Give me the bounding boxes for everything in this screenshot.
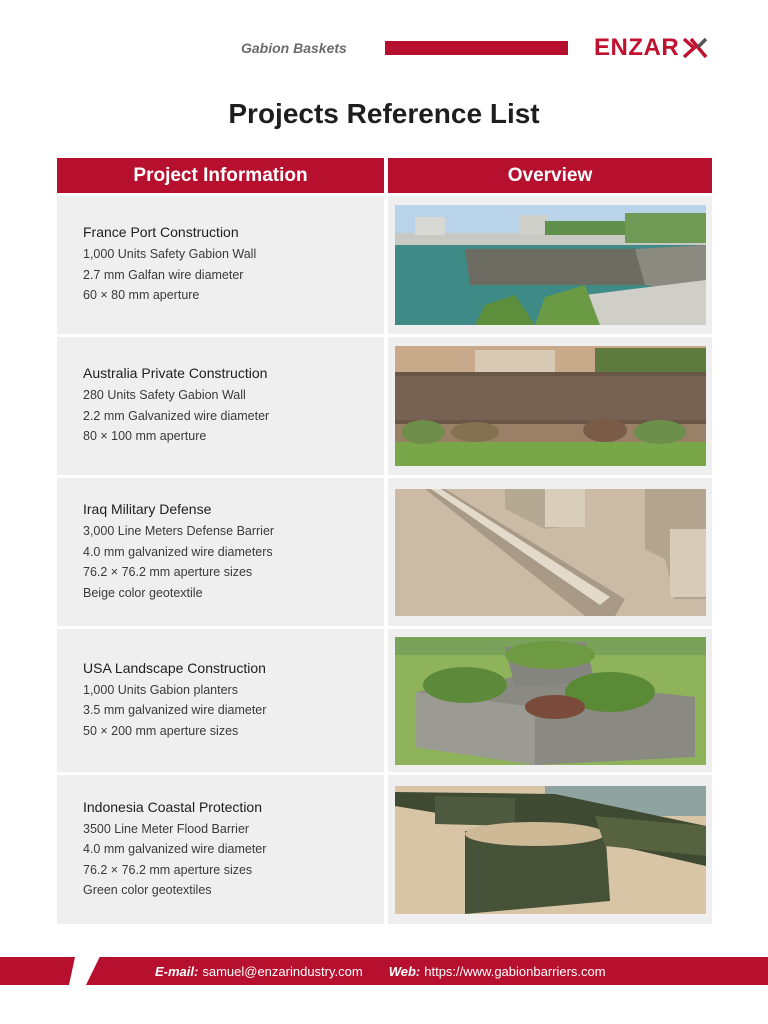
project-detail: 1,000 Units Gabion planters <box>83 682 238 697</box>
project-info-cell <box>57 196 384 334</box>
footer-bar <box>0 955 768 987</box>
footer-contact <box>0 955 768 987</box>
project-detail: 3500 Line Meter Flood Barrier <box>83 821 250 836</box>
port-gabion-wall-photo <box>395 205 706 325</box>
gabion-planter-photo <box>395 637 706 765</box>
overview-cell <box>388 337 712 475</box>
projects-table <box>57 158 712 924</box>
project-info-cell <box>57 775 384 924</box>
project-detail: Beige color geotextile <box>83 585 203 600</box>
logo-text: ENZAR <box>594 34 680 61</box>
email-link[interactable]: samuel@enzarindustry.com <box>202 963 363 979</box>
project-detail: 3,000 Line Meters Defense Barrier <box>83 524 275 538</box>
project-detail: 76.2 × 76.2 mm aperture sizes <box>83 862 253 877</box>
project-detail: 3.5 mm galvanized wire diameter <box>83 703 267 718</box>
defense-barrier-photo <box>395 489 706 616</box>
project-detail: 60 × 80 mm aperture <box>83 288 200 303</box>
project-info-cell <box>57 629 384 772</box>
web-label: Web: <box>388 963 421 979</box>
overview-cell <box>388 196 712 334</box>
project-title: Australia Private Construction <box>83 365 268 382</box>
header-accent-bar <box>385 41 568 55</box>
project-detail: 80 × 100 mm aperture <box>83 429 207 444</box>
project-detail: 4.0 mm galvanized wire diameters <box>83 544 273 559</box>
overview-cell <box>388 478 712 626</box>
table-row <box>57 478 712 626</box>
company-logo <box>594 34 709 62</box>
project-detail: 2.7 mm Galfan wire diameter <box>83 267 244 282</box>
project-detail: 2.2 mm Galvanized wire diameter <box>83 408 270 423</box>
project-title: Iraq Military Defense <box>83 501 212 517</box>
table-header <box>57 158 712 193</box>
project-detail: 280 Units Safety Gabion Wall <box>83 388 246 403</box>
logo-x-icon <box>681 36 709 60</box>
project-detail: 4.0 mm galvanized wire diameter <box>83 842 267 856</box>
table-row <box>57 337 712 475</box>
project-detail: 50 × 200 mm aperture sizes <box>83 723 239 738</box>
header-overview: Overview <box>388 158 712 193</box>
header-tag: Gabion Baskets <box>241 40 347 56</box>
header-project-information: Project Information <box>57 158 384 193</box>
table-row <box>57 629 712 772</box>
project-title: France Port Construction <box>83 224 239 241</box>
project-info-cell <box>57 337 384 475</box>
project-detail: Green color geotextiles <box>83 883 212 897</box>
page-title: Projects Reference List <box>228 98 540 129</box>
garden-gabion-wall-photo <box>395 346 706 466</box>
table-row <box>57 775 712 924</box>
email-label: E-mail: <box>155 963 199 979</box>
table-row <box>57 196 712 334</box>
web-link[interactable]: https://www.gabionbarriers.com <box>424 963 606 979</box>
project-title: Indonesia Coastal Protection <box>83 798 262 815</box>
overview-cell <box>388 775 712 924</box>
project-detail: 1,000 Units Safety Gabion Wall <box>83 247 257 262</box>
overview-cell <box>388 629 712 772</box>
coastal-flood-barrier-photo <box>395 786 706 914</box>
project-detail: 76.2 × 76.2 mm aperture sizes <box>83 565 253 579</box>
project-title: USA Landscape Construction <box>83 659 266 676</box>
project-info-cell <box>57 478 384 626</box>
